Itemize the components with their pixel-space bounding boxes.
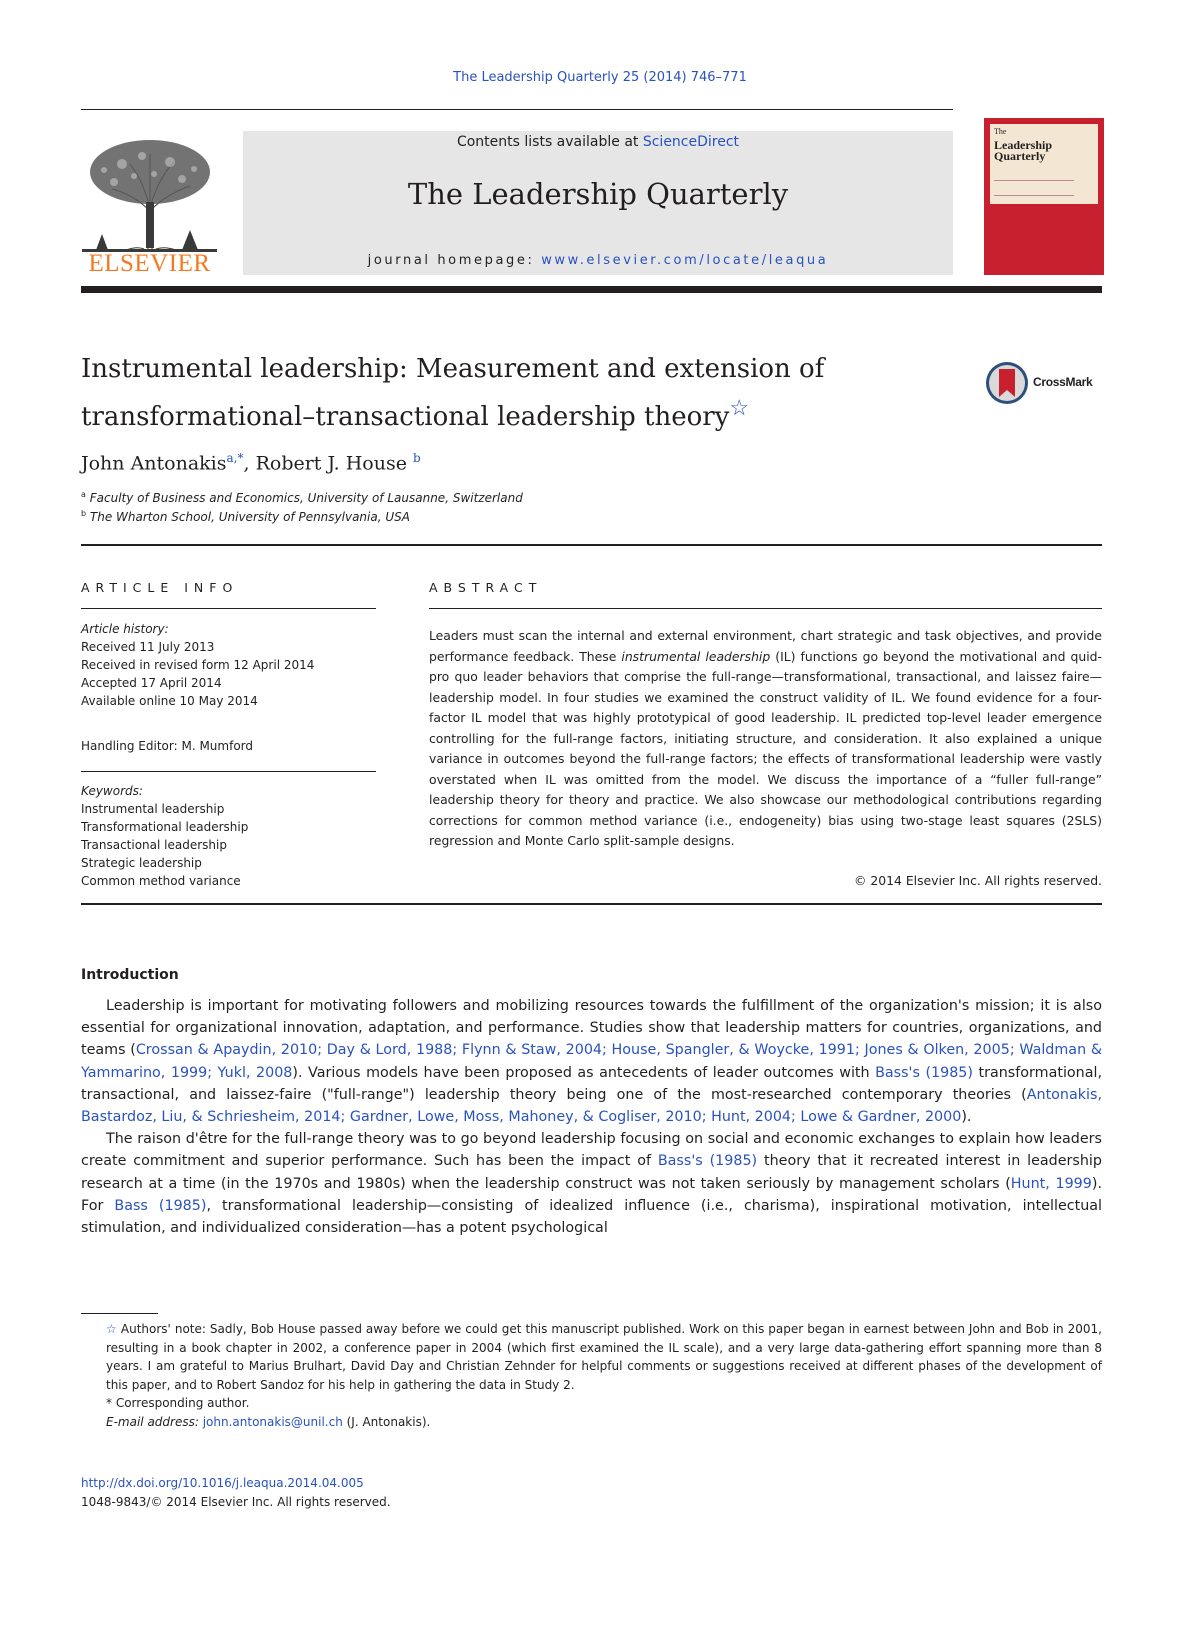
cover-title [994,140,1052,162]
keywords-rule [81,771,376,772]
keywords-label: Keywords: [81,784,143,798]
title-footnote-star[interactable]: ☆ [729,396,750,421]
keyword-item: Strategic leadership [81,856,202,870]
intro-paragraph-1 [81,995,1102,1128]
corresponding-author [81,1394,1102,1413]
article-title-text: Instrumental leadership: Measurement and extension of transformational–transactional leadership theory [81,354,825,432]
sciencedirect-link[interactable]: ScienceDirect [642,134,740,150]
footnotes [81,1320,1102,1431]
authors-note [81,1320,1102,1394]
history-online: Available online 10 May 2014 [81,694,258,708]
authors-note-star: ☆ [106,1322,117,1336]
contents-line [243,134,953,150]
paragraph-text: transformational, transactional, and laissez-faire ("full-range") leadership theory being one of the most-researched contemporary theories ( [81,1064,1103,1103]
abstract-text [429,626,1102,852]
corresponding-text: Corresponding author. [115,1396,250,1410]
cover-title-line1: Leadership [994,138,1053,152]
affiliation-mark: b [81,509,87,518]
history-accepted: Accepted 17 April 2014 [81,676,222,690]
paragraph-text: theory that it recreated interest in leadership research at a time (in the 1970s and 1980s) when the leadership construct was not taken seriously by management scholars ( [81,1153,1102,1192]
paragraph-text: ). For [81,1175,1102,1214]
affiliation-text: The Wharton School, University of Pennsylvania, USA [89,510,410,524]
journal-cover-thumbnail[interactable] [984,118,1104,275]
intro-paragraph-2 [81,1128,1102,1239]
homepage-link[interactable]: www.elsevier.com/locate/leaqua [541,253,829,268]
author-separator: , [243,452,256,475]
affiliation-mark: a [81,490,86,499]
footnote-rule [81,1313,158,1314]
citation-link[interactable]: Antonakis, Bastardoz, Liu, & Schriesheim, 2014; Gardner, Lowe, Moss, Mahoney, & Cogliser, 2010; Hunt, 2004; Lowe & Gardner, 2000 [81,1086,1102,1126]
keywords-block [81,782,376,890]
abstract-bottom-rule [81,903,1102,905]
email-label: E-mail address: [106,1414,203,1429]
corresponding-mark: * [106,1396,112,1410]
authors-bottom-rule [81,544,1102,546]
abstract-rule [429,608,1102,609]
homepage-prefix: journal homepage: [367,253,542,268]
doi-link[interactable]: http://dx.doi.org/10.1016/j.leaqua.2014.04.005 [81,1476,364,1490]
paragraph-text: ). [961,1109,972,1126]
keyword-item: Instrumental leadership [81,802,225,816]
keyword-item: Common method variance [81,874,241,888]
paragraph-text: Leadership is important for motivating followers and mobilizing resources towards the fulfillment of the organization's mission; it is also essential for organizational innovation, adaptation, and performance. Studies show that leadership matters for countries, organizations, and teams ( [81,998,1102,1059]
crossmark-icon[interactable] [985,361,1029,405]
affiliation-b [81,509,410,524]
paragraph-text: ). Various models have been proposed as antecedents of leader outcomes with [292,1064,876,1081]
citation-link[interactable]: Crossan & Apaydin, 2010; Day & Lord, 1988; Flynn & Staw, 2004; House, Spangler, & Woycke, 1991; Jones & Olken, 2005; Waldman & Yammarino, 1999; Yukl, 2008 [81,1042,1102,1081]
abstract-part-1: Leaders must scan the internal and external environment, chart strategic and task objectives, and provide performance feedback. These [429,628,1102,664]
cover-label-area [990,124,1098,204]
abstract-heading: ABSTRACT [429,580,543,595]
author-name[interactable]: John Antonakis [81,452,227,475]
journal-citation[interactable]: The Leadership Quarterly 25 (2014) 746–771 [453,70,747,85]
citation-link[interactable]: Bass's (1985) [875,1064,973,1081]
header-top-rule [81,109,953,110]
article-title [81,350,861,437]
abstract-copyright: © 2014 Elsevier Inc. All rights reserved. [854,873,1102,888]
history-revised: Received in revised form 12 April 2014 [81,658,315,672]
history-label: Article history: [81,622,169,636]
email-suffix: (J. Antonakis). [342,1414,431,1429]
paragraph-text: , transformational leadership—consisting of idealized influence (i.e., charisma), inspirational motivation, intellectual stimulation, and individualized consideration—has a potent psychological [81,1197,1102,1237]
author-list [81,451,421,474]
keyword-item: Transformational leadership [81,820,249,834]
history-received: Received 11 July 2013 [81,640,215,654]
citation-link[interactable]: Hunt, 1999 [1010,1175,1092,1192]
paragraph-text: The raison d'être for the full-range theory was to go beyond leadership focusing on social and economic exchanges to explain how leaders create commitment and superior performance. Such has been the impact of [81,1131,1102,1170]
author-affiliation-mark[interactable]: a,* [226,451,244,465]
citation-link[interactable]: Bass (1985) [114,1197,207,1214]
keyword-item: Transactional leadership [81,838,227,852]
article-info-rule [81,608,376,609]
contents-prefix: Contents lists available at [456,134,643,150]
cover-the-text: The [994,127,1007,136]
elsevier-wordmark: ELSEVIER [88,250,211,277]
handling-editor: Handling Editor: M. Mumford [81,739,254,753]
author-affiliation-mark[interactable]: b [413,451,421,465]
affiliation-text: Faculty of Business and Economics, University of Lausanne, Switzerland [89,491,523,505]
affiliation-a [81,490,523,505]
cover-decoration [994,180,1074,196]
article-info-heading: ARTICLE INFO [81,580,239,595]
journal-title: The Leadership Quarterly [407,177,789,211]
header-bottom-rule [81,286,1102,293]
issn-copyright: 1048-9843/© 2014 Elsevier Inc. All rights reserved. [81,1495,391,1509]
introduction-body [81,995,1102,1239]
journal-homepage [243,253,953,268]
cover-title-line2: Quarterly [994,149,1046,163]
journal-banner [243,131,953,275]
email-line [81,1413,1102,1432]
email-link[interactable]: john.antonakis@unil.ch [202,1414,343,1429]
author-name[interactable]: Robert J. House [255,452,407,475]
abstract-part-2: (IL) functions go beyond the motivational and quid-pro quo leader behaviors that comprise the full-range—transformational, transactional, and laissez faire—leadership model. In four studies we examined the construct validity of IL. We found evidence for a four-factor IL model that was highly prototypical of good leadership. IL predicted top-level leader emergence controlling for the full-range factors, initiating structure, and consideration. It also explained a unique variance in outcomes beyond the full-range factors; the effects of transformational leadership were vastly overstated when IL was omitted from the model. We discuss the importance of a “fuller full-range” leadership theory for theory and practice. We also showcase our methodological contributions regarding corrections for common method variance (i.e., endogeneity) bias using two-stage least squares (2SLS) regression and Monte Carlo split-sample designs. [429,648,1102,848]
authors-note-text: Authors' note: Sadly, Bob House passed away before we could get this manuscript published. Work on this paper began in earnest between John and Bob in 2001, resulting in a book chapter in 2002, a conference paper in 2004 (which first examined the IL scale), and a very large data-gathering effort spanning more than 8 years. I am grateful to Marius Brulhart, David Day and Christian Zehnder for helpful comments or suggestions received at different phases of the development of this paper, and to Robert Sandoz for his help in gathering the data in Study 2. [106,1322,1102,1392]
introduction-heading: Introduction [81,967,179,983]
citation-link[interactable]: Bass's (1985) [657,1153,758,1170]
abstract-italic-term: instrumental leadership [621,648,771,664]
crossmark-label[interactable]: CrossMark [1033,375,1093,389]
article-history [81,620,376,710]
